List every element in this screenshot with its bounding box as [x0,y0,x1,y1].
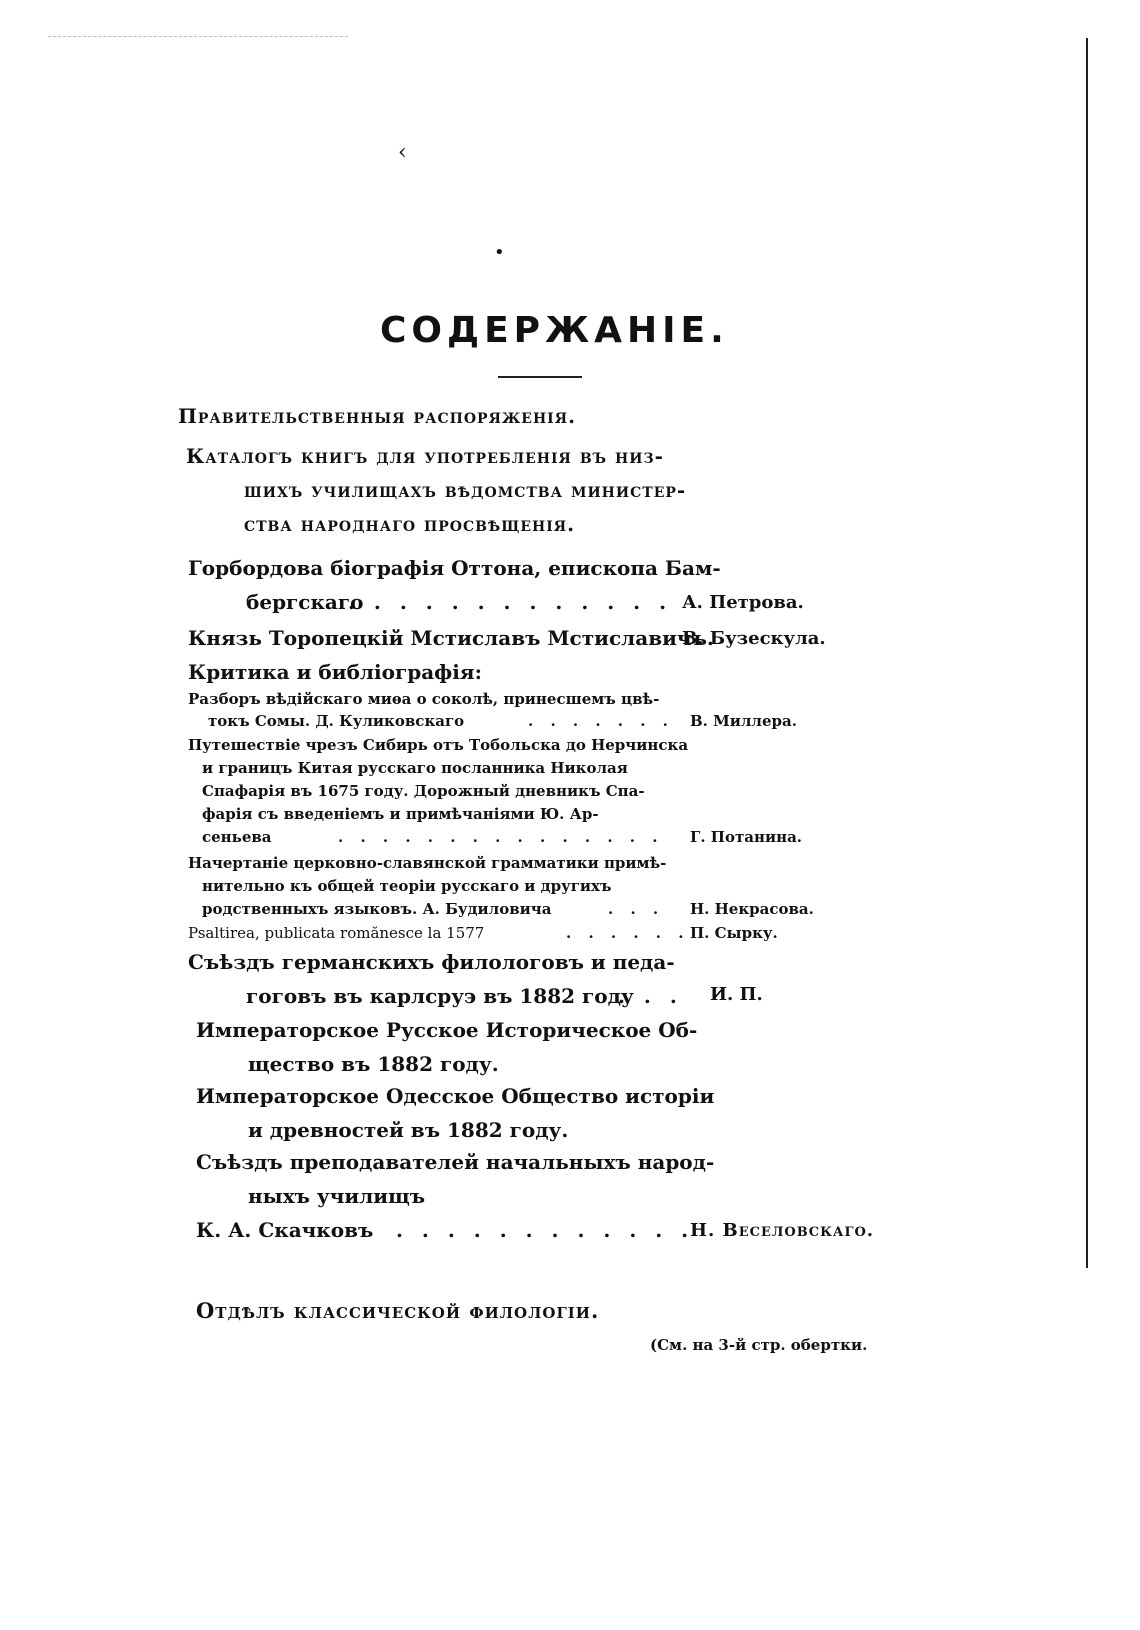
entry-line: ства народнаго просвѣщенія. [244,512,576,536]
entry-critique-heading [188,660,482,684]
footer-note: (См. на 3-й стр. обертки. [650,1336,868,1354]
entry-line: Съѣздъ германскихъ филологовъ и педа- [188,950,675,974]
author-syrku: П. Сырку. [690,924,778,942]
entry-line: бергскаго [246,590,364,614]
entry-text: Psaltirea, publicata romănesce la 1577 [188,924,485,942]
leader-dots: . . . . . . . . . . . . . . . [338,828,664,846]
author-petrov: А. Петрова. [682,592,804,613]
entry-line: родственныхъ языковъ. А. Будиловича [202,900,552,918]
entry-line: и древностей въ 1882 году. [248,1118,569,1142]
entry-line: Горбордова біографія Оттона, епископа Бам- [188,556,721,580]
entry-line: нительно къ общей теоріи русскаго и другихъ [202,877,612,895]
entry-line: Начертаніе церковно-славянской грамматики примѣ- [188,854,667,872]
leader-dots: . . . . . . . . . . . . [396,1218,695,1242]
top-edge-rule [48,36,348,37]
leader-dots: . . . [608,900,665,918]
angle-mark-icon: ‹ [398,140,407,165]
entry-text: Князь Торопецкій Мстиславъ Мстиславичъ. [188,626,714,650]
author-nekrasov: Н. Некрасова. [690,900,814,918]
leader-dots: . . . . . . . [528,712,674,730]
entry-line: Разборъ вѣдійскаго миѳа о соколѣ, принесшемъ цвѣ- [188,690,660,708]
entry-line: Императорское Одесское Общество исторіи [196,1084,715,1108]
entry-line: гоговъ въ карлсруэ въ 1882 году [246,984,634,1008]
author-potanin: Г. Потанина. [690,828,803,846]
entry-line: сеньева [202,828,272,846]
entry-line: Императорское Русское Историческое Об- [196,1018,698,1042]
leader-dots: . . . [618,984,683,1008]
entry-line: шихъ училищахъ вѣдомства министер- [244,478,687,502]
entry-line: токъ Сомы. Д. Куликовскаго [208,712,465,730]
entry-line: Спафарія въ 1675 году. Дорожный дневникъ Спа- [202,782,645,800]
leader-dots: . . . . . . [566,924,690,942]
page-title: СОДЕРЖАНІЕ. [380,310,729,351]
entry-government-orders [178,404,576,428]
leader-dots: . . . . . . . . . . . . . [348,590,673,614]
entry-line: и границъ Китая русскаго посланника Николая [202,759,628,777]
entry-line: ныхъ училищъ [248,1184,426,1208]
title-rule [498,376,582,378]
entry-line: фарія съ введеніемъ и примѣчаніями Ю. Ар- [202,805,599,823]
entry-psaltirea [188,924,690,942]
entry-line: Каталогъ книгъ для употребленія въ низ- [186,444,664,468]
author-veselovsky: Н. Веселовскаго. [690,1220,875,1241]
entry-toropets-prince [188,626,714,650]
dot-mark-icon: • [494,242,505,263]
entry-classical-philology [196,1298,599,1323]
entry-text: Правительственныя распоряженія. [178,404,577,428]
entry-text: Отдѣлъ классической филологіи. [196,1298,600,1323]
entry-line: Путешествіе чрезъ Сибирь отъ Тобольска до Нерчинска [188,736,689,754]
page-edge-line [1086,38,1088,1268]
entry-text: К. А. Скачковъ [196,1218,374,1242]
entry-text: Критика и библіографія: [188,660,482,684]
entry-line: Съѣздъ преподавателей начальныхъ народ- [196,1150,715,1174]
entry-line: щество въ 1882 году. [248,1052,499,1076]
author-miller: В. Миллера. [690,712,797,730]
author-buzeskul: В. Бузескула. [682,628,826,649]
author-ip: И. П. [710,984,763,1005]
entry-skachkov [196,1218,695,1242]
